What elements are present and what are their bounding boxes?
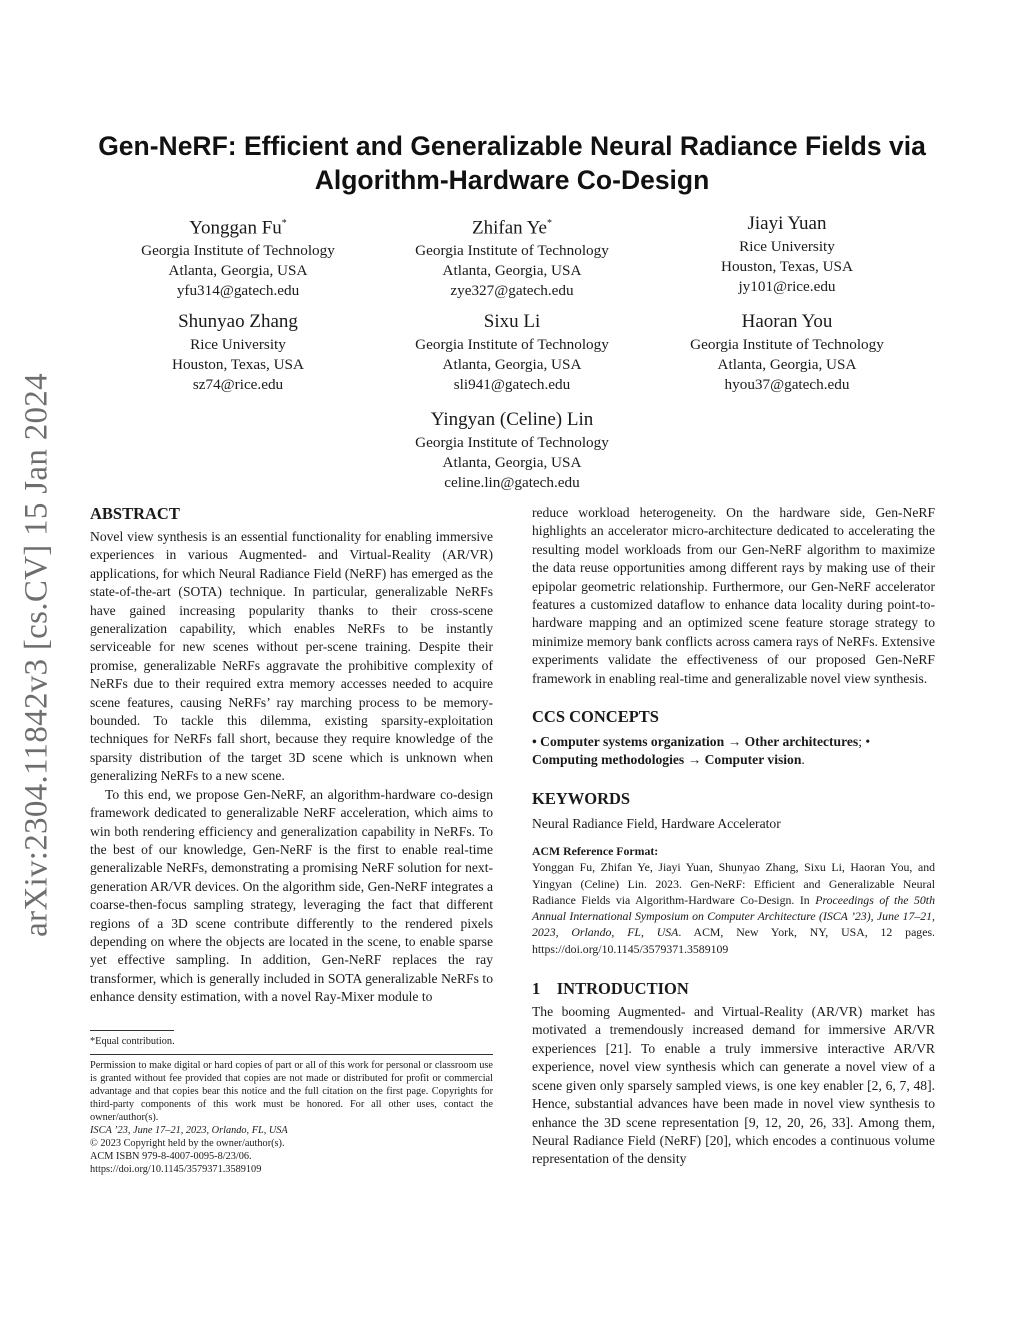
introduction-heading: 1 INTRODUCTION bbox=[532, 979, 689, 999]
arxiv-id: arXiv:2304.11842v3 [cs.CV] 15 Jan 2024 bbox=[18, 373, 55, 937]
author-email: sz74@rice.edu bbox=[192, 376, 284, 393]
title-line-2: Algorithm-Hardware Co-Design bbox=[314, 165, 710, 195]
author-affiliation: Rice University bbox=[739, 238, 835, 255]
ccs-target-1: Other architectures bbox=[744, 734, 859, 750]
abstract-paragraph: reduce workload heterogeneity. On the hardware side, Gen-NeRF highlights an accelerator micro-architecture dedicated to accelerating the resulting model workloads from our Gen-NeRF algorithm to maximize the data reuse opportunities among different rays by making use of their epipolar geometric relationship. Furthermore, our Gen-NeRF accelerator features a customized dataflow to enhance data locality during point-to-hardware mapping and an optimized scene feature storage strategy to minimize memory bank conflicts across camera rays of NeRFs. Extensive experiments validate the effectiveness of our proposed Gen-NeRF framework in enabling real-time and generalizable novel view synthesis. bbox=[532, 505, 935, 686]
author-name: Yingyan (Celine) Lin bbox=[430, 409, 594, 430]
permission-text: Permission to make digital or hard copies of part or all of this work for personal or classroom use is granted without fee provided that copies are not made or distributed for profit or commercial advantage and that copies bear this notice and the full citation on the first page. Copyrights for third-party components of this work must be honored. For all other uses, contact the owner/author(s). bbox=[90, 1060, 493, 1123]
acm-reference bbox=[532, 859, 935, 957]
author-mark: * bbox=[546, 218, 552, 229]
author-affiliation: Georgia Institute of Technology bbox=[690, 336, 884, 353]
right-column bbox=[532, 504, 935, 1169]
author-location: Houston, Texas, USA bbox=[721, 258, 853, 275]
author-affiliation: Georgia Institute of Technology bbox=[141, 242, 335, 260]
paper-title bbox=[80, 129, 944, 197]
ccs-concepts bbox=[532, 733, 935, 770]
permission-divider bbox=[90, 1054, 493, 1055]
author-location: Houston, Texas, USA bbox=[172, 356, 304, 373]
keywords-heading: KEYWORDS bbox=[532, 788, 631, 808]
copyright: © 2023 Copyright held by the owner/author(s). bbox=[90, 1138, 285, 1149]
footnote-divider bbox=[90, 1030, 174, 1031]
author-location: Atlanta, Georgia, USA bbox=[168, 262, 308, 280]
author-email: hyou37@gatech.edu bbox=[724, 376, 850, 393]
permission-block bbox=[90, 1059, 493, 1176]
author-email: yfu314@gatech.edu bbox=[176, 282, 300, 300]
author-email: jy101@rice.edu bbox=[738, 278, 836, 295]
acm-reference-tail: . ACM, New York, NY, USA, 12 pages. https://doi.org/10.1145/3579371.3589109 bbox=[532, 925, 935, 956]
author-name: Zhifan Ye bbox=[472, 217, 547, 239]
ccs-end: . bbox=[801, 752, 805, 768]
introduction-text: The booming Augmented- and Virtual-Reality (AR/VR) market has motivated a tremendously increased demand for immersive AR/VR experiences [21]. To enable a truly immersive interactive AR/VR experience, novel view synthesis which can generate a novel view of a scene given only sparsely sampled views, is one key enabler [2, 6, 7, 48]. Hence, substantial advances have been made in novel view synthesis to enhance the 3D scene representation [9, 12, 20, 26, 33]. Among them, Neural Radiance Field (NeRF) [20], which encodes a continuous volume representation of the density bbox=[532, 1004, 935, 1167]
author-block bbox=[362, 408, 662, 493]
abstract-paragraph: Novel view synthesis is an essential functionality for enabling immersive experiences in various Augmented- and Virtual-Reality (AR/VR) applications, for which Neural Radiance Field (NeRF) has emerged as the state-of-the-art (SOTA) technique. In particular, generalizable NeRFs have gained increasing popularity thanks to their cross-scene generalization capability, which enables NeRFs to be instantly serviceable for new scenes without per-scene training. Despite their promise, generalizable NeRFs aggravate the prohibitive complexity of NeRFs due to their required extra memory accesses needed to acquire scene features, causing NeRFs’ ray marching process to be memory-bounded. To tackle this dilemma, existing sparsity-exploitation techniques for NeRFs fall short, because they require knowledge of the sparsity distribution of the target 3D scene which is unknown when generalizing NeRFs to a new scene. bbox=[90, 529, 493, 784]
keywords-text: Neural Radiance Field, Hardware Accelerator bbox=[532, 815, 781, 831]
ccs-target-2: Computer vision bbox=[704, 752, 802, 768]
author-email: sli941@gatech.edu bbox=[453, 376, 571, 393]
ccs-bullet-2: Computing methodologies bbox=[532, 752, 685, 768]
arxiv-stamp bbox=[0, 0, 70, 1325]
author-affiliation: Rice University bbox=[190, 336, 286, 353]
author-name: Jiayi Yuan bbox=[747, 213, 827, 234]
author-mark: * bbox=[281, 218, 287, 229]
permission-venue: ISCA ’23, June 17–21, 2023, Orlando, FL, USA bbox=[90, 1125, 288, 1136]
author-block bbox=[637, 212, 937, 297]
author-name: Yonggan Fu bbox=[189, 217, 282, 239]
author-block bbox=[362, 212, 662, 301]
author-affiliation: Georgia Institute of Technology bbox=[415, 434, 609, 451]
footnote: *Equal contribution. bbox=[90, 1036, 175, 1047]
ccs-bullet-1: • Computer systems organization bbox=[532, 734, 725, 750]
author-location: Atlanta, Georgia, USA bbox=[717, 356, 857, 373]
acm-reference-heading: ACM Reference Format: bbox=[532, 844, 659, 859]
author-location: Atlanta, Georgia, USA bbox=[442, 262, 582, 280]
author-affiliation: Georgia Institute of Technology bbox=[415, 336, 609, 353]
author-name: Sixu Li bbox=[483, 311, 541, 332]
ccs-arrow: → bbox=[727, 734, 742, 750]
acm-reference-venue: Proceedings of the 50th Annual International Symposium on Computer Architecture (ISCA ’23), June 17–21, 2023, Orlando, FL, USA bbox=[532, 892, 935, 940]
doi-link[interactable]: https://doi.org/10.1145/3579371.3589109 bbox=[90, 1164, 262, 1175]
abstract-paragraph: To this end, we propose Gen-NeRF, an algorithm-hardware co-design framework dedicated to generalizable NeRF acceleration, which aims to win both rendering efficiency and generalization capability in NeRFs. To the best of our knowledge, Gen-NeRF is the first to enable real-time generalizable NeRFs, demonstrating a promising NeRF solution for next-generation AR/VR devices. On the algorithm side, Gen-NeRF integrates a coarse-then-focus sampling strategy, leveraging the fact that different regions of a 3D scene contribute differently to the rendered pixels depending on where the objects are located in the scene, to enable sparse yet effective sampling. In addition, Gen-NeRF replaces the ray transformer, which is generally included in SOTA generalizable NeRFs to enhance density estimation, with a novel Ray-Mixer module to bbox=[90, 786, 493, 1005]
author-email: zye327@gatech.edu bbox=[450, 282, 574, 300]
author-location: Atlanta, Georgia, USA bbox=[442, 454, 582, 471]
isbn: ACM ISBN 979-8-4007-0095-8/23/06. bbox=[90, 1151, 252, 1162]
ccs-arrow: → bbox=[687, 752, 702, 768]
abstract-heading: ABSTRACT bbox=[90, 504, 180, 523]
ccs-separator: ; • bbox=[858, 734, 871, 750]
author-block bbox=[362, 310, 662, 395]
author-affiliation: Georgia Institute of Technology bbox=[415, 242, 609, 260]
author-name: Haoran You bbox=[741, 311, 833, 332]
author-block bbox=[88, 212, 388, 301]
acm-reference-text: Yonggan Fu, Zhifan Ye, Jiayi Yuan, Shunyao Zhang, Sixu Li, Haoran You, and Yingyan (Celine) Lin. 2023. Gen-NeRF: Efficient and Generalizable Neural Radiance Fields via Algorithm-Hardware Co-Design. In bbox=[532, 860, 935, 907]
author-block bbox=[637, 310, 937, 395]
title-line-1: Gen-NeRF: Efficient and Generalizable Neural Radiance Fields via bbox=[98, 131, 926, 161]
author-name: Shunyao Zhang bbox=[178, 311, 298, 332]
author-location: Atlanta, Georgia, USA bbox=[442, 356, 582, 373]
author-block bbox=[88, 310, 388, 395]
author-email: celine.lin@gatech.edu bbox=[444, 474, 580, 491]
ccs-heading: CCS CONCEPTS bbox=[532, 707, 659, 727]
left-column bbox=[90, 504, 493, 1007]
